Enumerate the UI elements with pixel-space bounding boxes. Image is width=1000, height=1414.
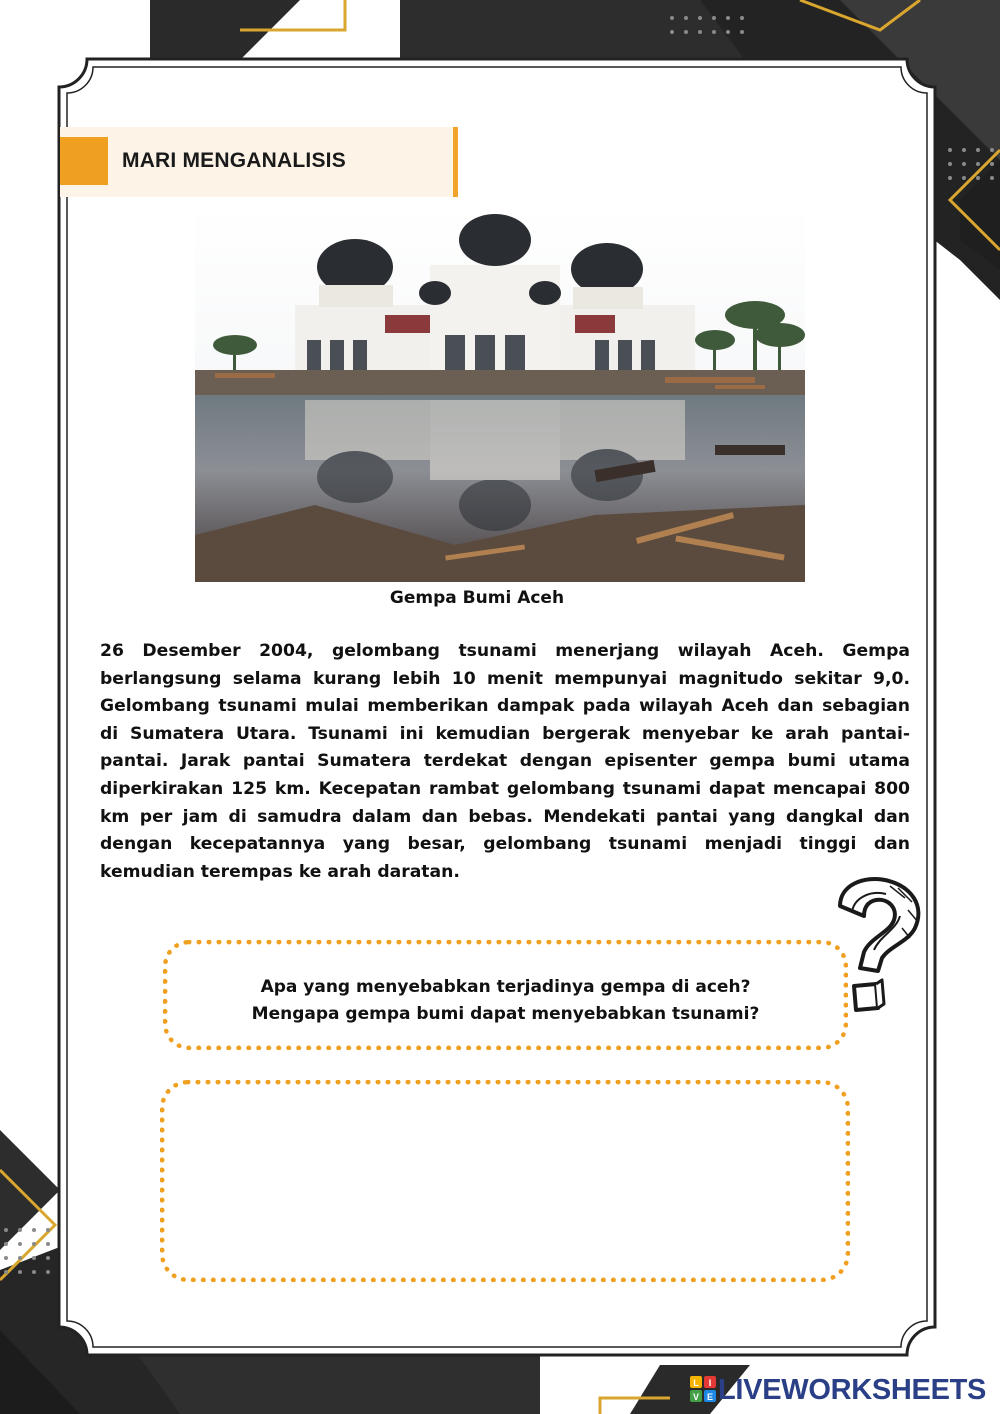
article-text: 26 Desember 2004, gelombang tsunami menerjang wilayah Aceh. Gempa berlangsung selama kurang lebih 10 menit mempunyai magnitudo sekitar 9,0. Gelombang tsunami mulai memberikan dampak pada wilayah Aceh dan sebagian di Sumatera Utara. Tsunami ini kemudian bergerak menyebar ke arah pantai-pantai. Jarak pantai Sumatera terdekat dengan episenter gempa bumi utama diperkirakan 125 km. Kecepatan rambat gelombang tsunami dapat mencapai 800 km per jam di samudra dalam dan bebas. Mendekati pantai yang dangkal dan dengan kecepatannya yang besar, gelombang tsunami menjadi tinggi dan kemudian terempas ke arah daratan. bbox=[100, 641, 910, 882]
answer-input-box[interactable] bbox=[160, 1080, 850, 1282]
section-header bbox=[60, 127, 458, 197]
question-2: Mengapa gempa bumi dapat menyebabkan tsunami? bbox=[251, 1004, 760, 1024]
section-tab-marker bbox=[60, 137, 108, 185]
liveworksheets-logo[interactable] bbox=[690, 1373, 990, 1407]
logo-text: LIVEWORKSHEETS bbox=[718, 1374, 987, 1406]
svg-text:I: I bbox=[708, 1378, 712, 1388]
photo-caption: Gempa Bumi Aceh bbox=[389, 588, 565, 608]
liveworksheets-logo-icon bbox=[690, 1376, 717, 1403]
question-1: Apa yang menyebabkan terjadinya gempa di aceh? bbox=[260, 977, 751, 997]
svg-text:L: L bbox=[693, 1378, 699, 1388]
mosque-photo bbox=[195, 205, 805, 582]
svg-text:E: E bbox=[706, 1392, 714, 1402]
section-title: MARI MENGANALISIS bbox=[122, 149, 346, 172]
question-box bbox=[163, 940, 848, 1050]
svg-text:V: V bbox=[692, 1392, 700, 1402]
